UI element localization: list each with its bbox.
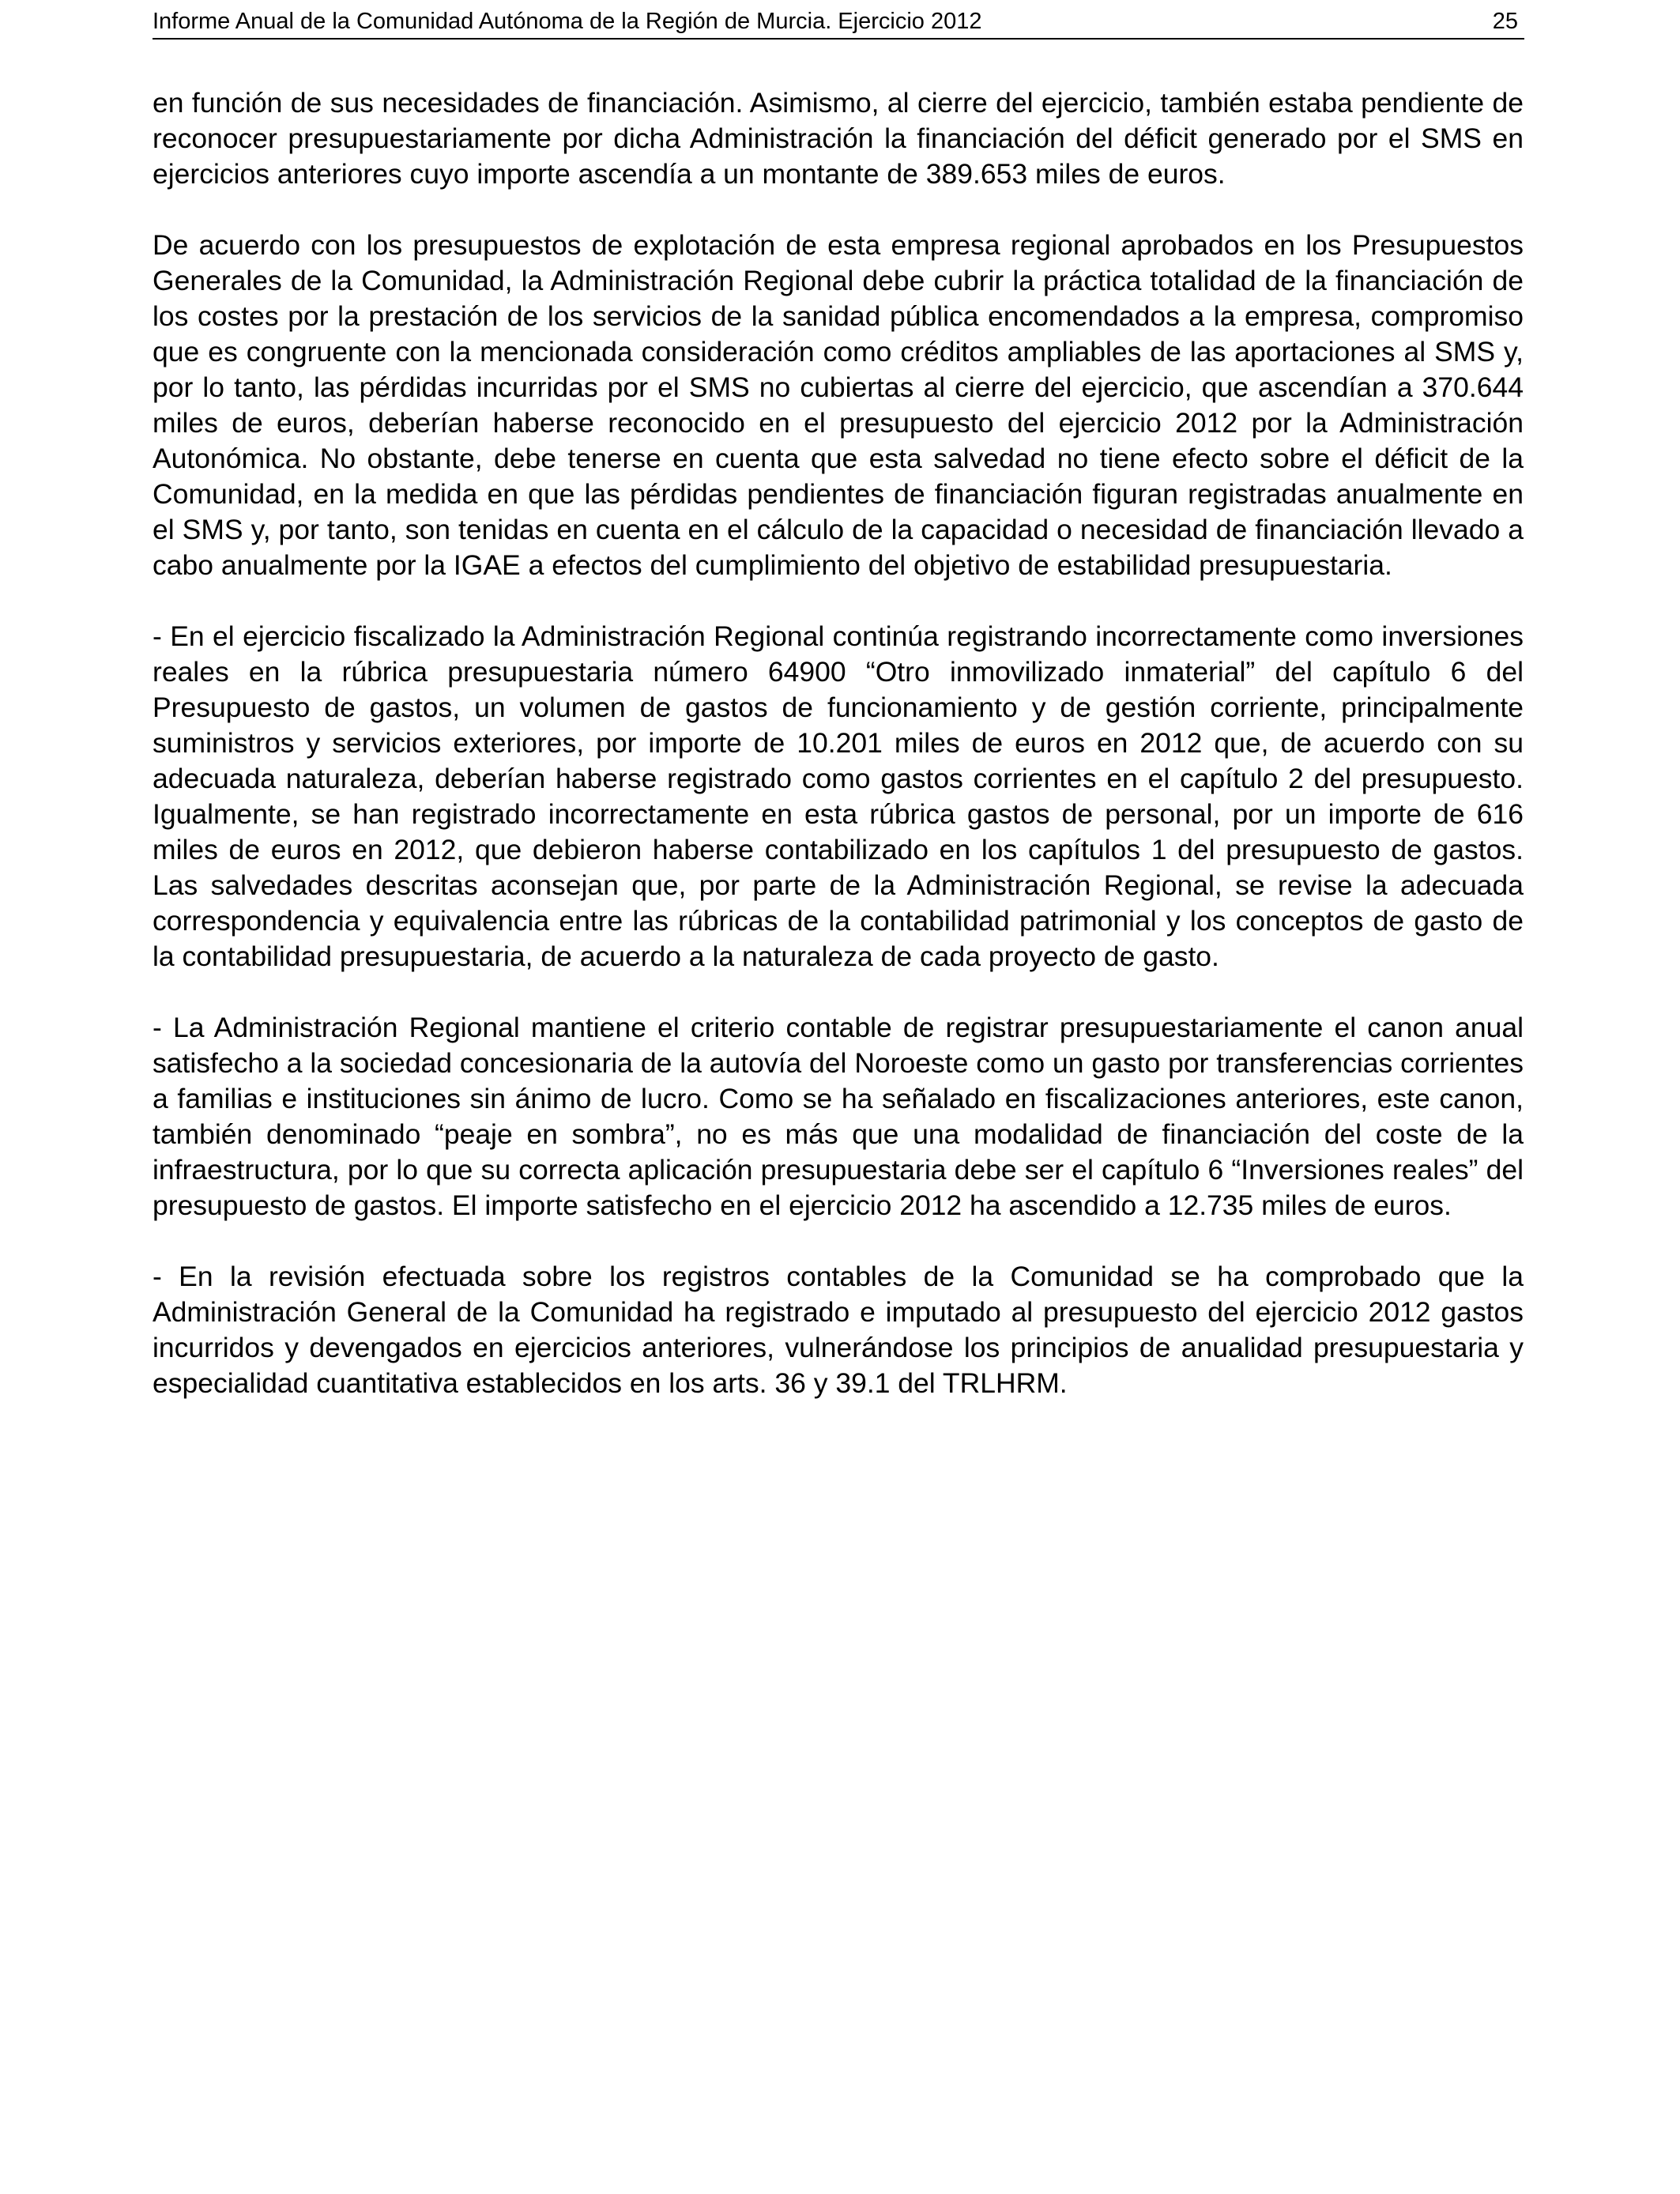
paragraph-real-investments: - En el ejercicio fiscalizado la Administración Regional continúa registrando incorrectamente como inversiones reales en la rúbrica presupuestaria número 64900 “Otro inmovilizado inmaterial” del capítulo 6 del Presupuesto de gastos, un volumen de gastos de funcionamiento y de gestión corriente, principalmente suministros y servicios exteriores, por importe de 10.201 miles de euros en 2012 que, de acuerdo con su adecuada naturaleza, deberían haberse registrado como gastos corrientes en el capítulo 2 del presupuesto. Igualmente, se han registrado incorrectamente en esta rúbrica gastos de personal, por un importe de 616 miles de euros en 2012, que debieron haberse contabilizado en los capítulos 1 del presupuesto de gastos. Las salvedades descritas aconsejan que, por parte de la Administración Regional, se revise la adecuada correspondencia y equivalencia entre las rúbricas de la contabilidad patrimonial y los conceptos de gasto de la contabilidad presupuestaria, de acuerdo a la naturaleza de cada proyecto de gasto. — [153, 620, 1524, 972]
paragraph-noroeste-canon: - La Administración Regional mantiene el criterio contable de registrar presupuestariamente el canon anual satisfecho a la sociedad concesionaria de la autovía del Noroeste como un gasto por transferencias corrientes a familias e instituciones sin ánimo de lucro. Como se ha señalado en fiscalizaciones anteriores, este canon, también denominado “peaje en sombra”, no es más que una modalidad de financiación del coste de la infraestructura, por lo que su correcta aplicación presupuestaria debe ser el capítulo 6 “Inversiones reales” del presupuesto de gastos. El importe satisfecho en el ejercicio 2012 ha ascendido a 12.735 miles de euros. — [153, 1012, 1524, 1221]
paragraph-sms-financing: en función de sus necesidades de financiación. Asimismo, al cierre del ejercicio, también estaba pendiente de reconocer presupuestariamente por dicha Administración la financiación del déficit generado por el SMS en ejercicios anteriores cuyo importe ascendía a un montante de 389.653 miles de euros. — [153, 87, 1524, 190]
header-title: Informe Anual de la Comunidad Autónoma de la Región de Murcia. Ejercicio 2012 — [153, 9, 982, 34]
page-number: 25 — [1492, 9, 1518, 34]
running-header — [153, 6, 1524, 40]
paragraph-prior-expenses: - En la revisión efectuada sobre los registros contables de la Comunidad se ha comprobado que la Administración General de la Comunidad ha registrado e imputado al presupuesto del ejercicio 2012 gastos incurridos y devengados en ejercicios anteriores, vulnerándose los principios de anualidad presupuestaria y especialidad cuantitativa establecidos en los arts. 36 y 39.1 del TRLHRM. — [153, 1261, 1524, 1399]
paragraph-budget-exploitation: De acuerdo con los presupuestos de explotación de esta empresa regional aprobados en los Presupuestos Generales de la Comunidad, la Administración Regional debe cubrir la práctica totalidad de la financiación de los costes por la prestación de los servicios de la sanidad pública encomendados a la empresa, compromiso que es congruente con la mencionada consideración como créditos ampliables de las aportaciones al SMS y, por lo tanto, las pérdidas incurridas por el SMS no cubiertas al cierre del ejercicio, que ascendían a 370.644 miles de euros, deberían haberse reconocido en el presupuesto del ejercicio 2012 por la Administración Autonómica. No obstante, debe tenerse en cuenta que esta salvedad no tiene efecto sobre el déficit de la Comunidad, en la medida en que las pérdidas pendientes de financiación figuran registradas anualmente en el SMS y, por tanto, son tenidas en cuenta en el cálculo de la capacidad o necesidad de financiación llevado a cabo anualmente por la IGAE a efectos del cumplimiento del objetivo de estabilidad presupuestaria. — [153, 229, 1524, 581]
body-text — [153, 85, 1524, 1437]
